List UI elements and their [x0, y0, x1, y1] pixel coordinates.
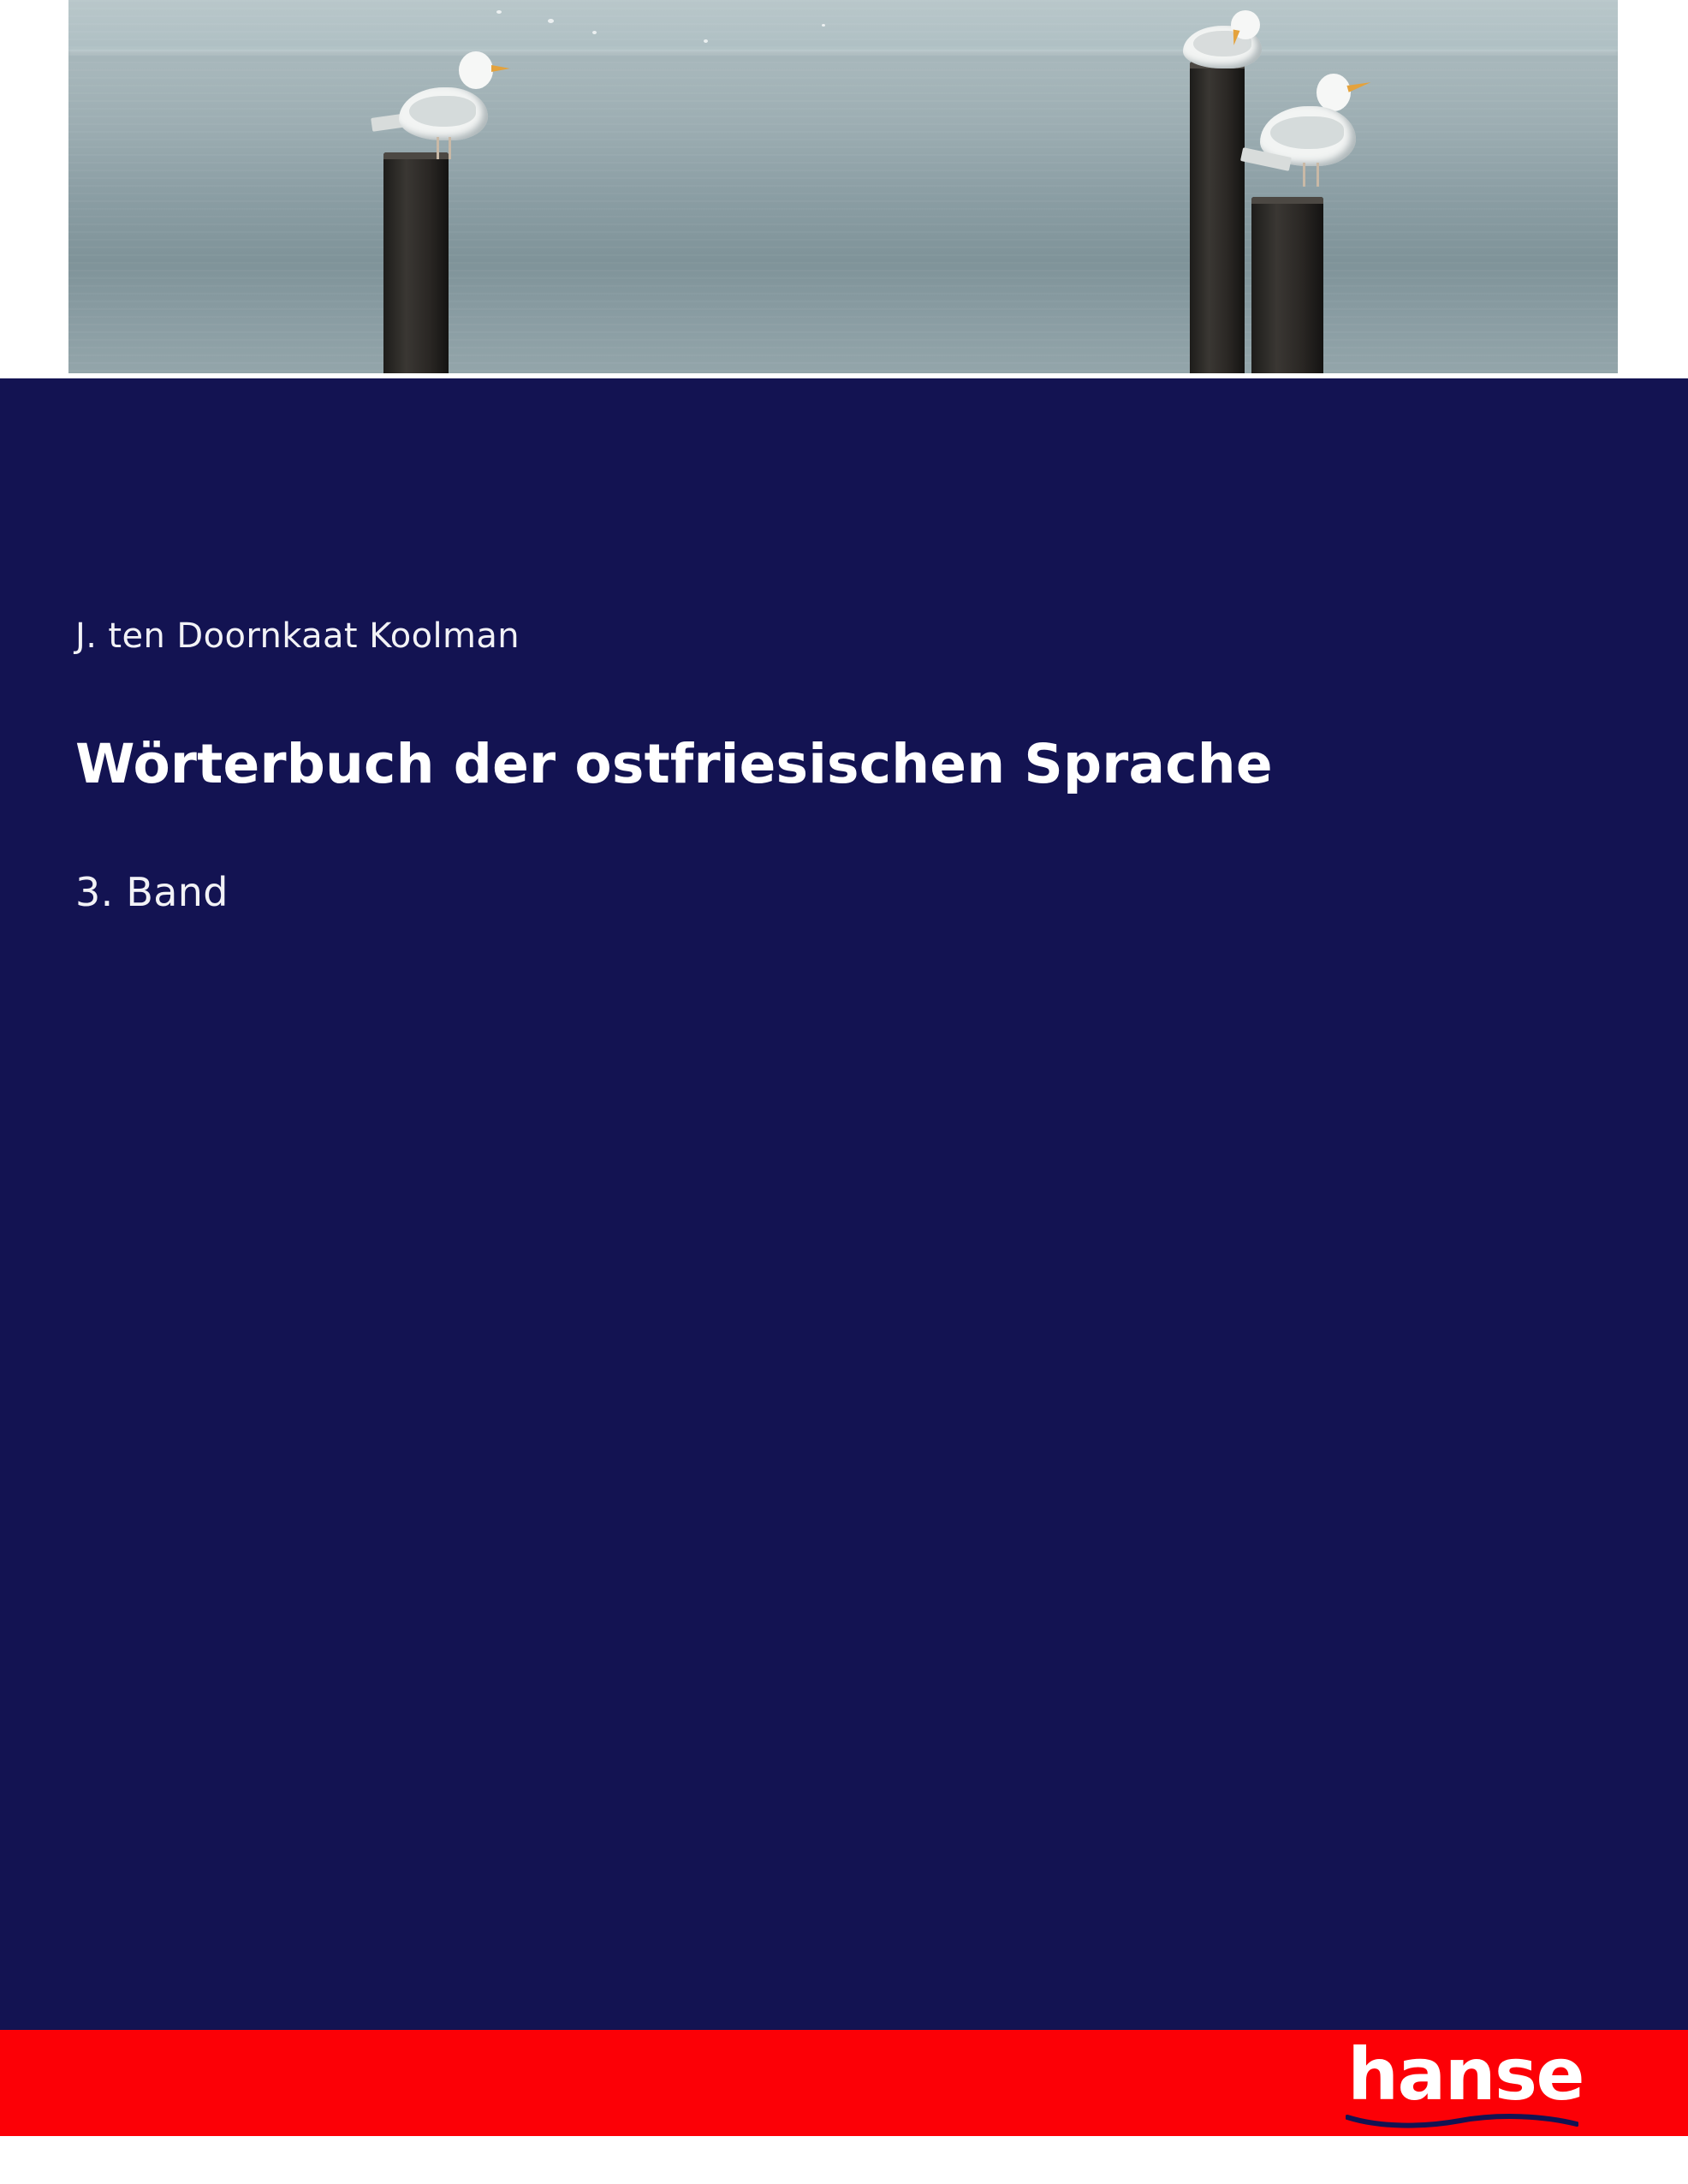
gull-beak [491, 65, 510, 72]
publisher-logo-text: hanse [1347, 2032, 1584, 2116]
cover-text-block [75, 616, 1530, 915]
water-sparkle [548, 19, 554, 23]
piling-left [383, 152, 449, 373]
gull-beak [1346, 79, 1371, 92]
book-title: Wörterbuch der ostfriesischen Sprache [75, 733, 1273, 795]
cover-photograph [68, 0, 1618, 373]
gull-leg [1317, 163, 1319, 187]
water-sparkle [822, 24, 825, 27]
piling-right-front [1251, 197, 1323, 373]
gull-front-right [1241, 74, 1395, 211]
gull-leg [437, 137, 439, 159]
publisher-logo [1301, 2032, 1584, 2134]
water-sparkle [592, 31, 597, 34]
gull-rear-right [1171, 5, 1282, 82]
gull-head [1317, 74, 1351, 111]
gull-left [370, 33, 507, 161]
gull-head [459, 51, 493, 89]
gull-wing [1270, 116, 1344, 149]
page-bottom-margin [0, 2136, 1688, 2184]
gull-wing [409, 96, 476, 127]
gull-leg [449, 137, 451, 159]
logo-swoosh-icon [1346, 2114, 1578, 2129]
water-sparkle [704, 39, 708, 43]
water-sparkle [496, 10, 502, 14]
author-name: J. ten Doornkaat Koolman [75, 616, 520, 656]
gull-leg [1303, 163, 1305, 187]
book-volume: 3. Band [75, 868, 229, 915]
piling-right-rear [1190, 62, 1245, 373]
